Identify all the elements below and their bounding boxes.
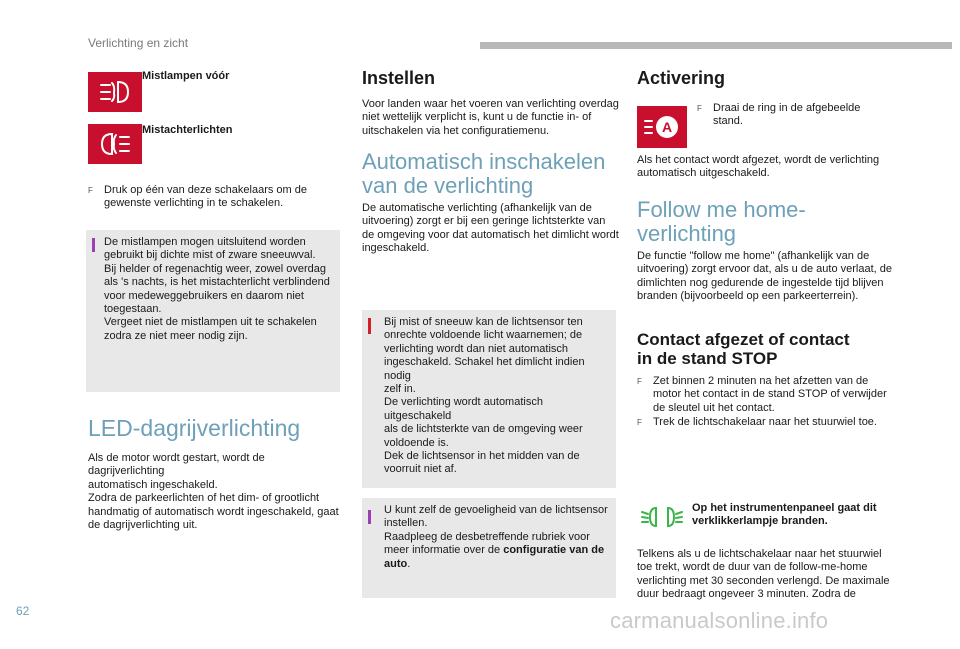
activation-after: Als het contact wordt afgezet, wordt de verlichting automatisch uitgeschakeld.: [637, 154, 880, 180]
rear-fog-label: Mistachterlichten: [142, 124, 233, 136]
front-fog-light-icon: [88, 72, 142, 112]
contact-off-heading: Contact afgezet of contact in de stand STOP: [637, 330, 850, 368]
info-icon: [368, 510, 371, 524]
sensitivity-info-box: [362, 498, 616, 598]
contact-bullet-2: F Trek de lichtschakelaar naar het stuurwiel toe.: [637, 416, 877, 428]
warning-icon: [368, 318, 371, 334]
page-number: 62: [16, 604, 30, 618]
dipped-beam-indicator-icon: [640, 504, 684, 530]
follow-me-home-body: De functie "follow me home" (afhankelijk van de uitvoering) zorgt ervoor dat, als u de auto verlaat, de dimlichten nog gedurende de ingestelde tijd blijven branden (bijvoorbeeld op een parkeerterrein).: [637, 250, 892, 303]
header-bar: [480, 42, 952, 49]
auto-lighting-heading: Automatisch inschakelen van de verlichting: [362, 149, 606, 198]
fog-instruction: [88, 184, 338, 211]
instellen-intro: Voor landen waar het voeren van verlichting overdag niet wettelijk verplicht is, kunt u de functie in- of uitschakelen via het configuratiemenu.: [362, 98, 619, 137]
sensor-warning-box: [362, 310, 616, 488]
rear-fog-light-icon: [88, 124, 142, 164]
auto-lighting-body: De automatische verlichting (afhankelijk van de uitvoering) zorgt er bij een geringe lichtsterkte van de omgeving voor dat automatisch het dimlicht wordt ingeschakeld.: [362, 202, 619, 255]
activation-step: F Draai de ring in de afgebeelde stand.: [697, 102, 861, 128]
indicator-text: Op het instrumentenpaneel gaat dit verklikkerlampje branden.: [692, 502, 877, 528]
activering-heading: Activering: [637, 68, 726, 88]
sensitivity-info-text: U kunt zelf de gevoeligheid van de lichtsensor instellen. Raadpleeg de desbetreffende rubriek voor meer informatie over de configuratie van de auto.: [384, 504, 608, 570]
led-body: Als de motor wordt gestart, wordt de dagrijverlichting automatisch ingeschakeld. Zodra de parkeerlichten of het dim- of grootlicht handmatig of automatisch wordt ingeschakeld, gaat de dagrijverlichting uit.: [88, 452, 339, 532]
led-heading: LED-dagrijverlichting: [88, 415, 301, 441]
fog-info-text: De mistlampen mogen uitsluitend worden gebruikt bij dichte mist of zware sneeuwval. Bij helder of regenachtig weer, zowel overdag als 's nachts, is het mistachterlicht verblindend voor medeweggebruikers en daarom niet toegestaan. Vergeet niet de mistlampen uit te schakelen zodra ze niet meer nodig zijn.: [104, 236, 330, 342]
bullet-marker: F: [88, 186, 93, 195]
fog-instruction-text: Druk op één van deze schakelaars om de gewenste verlichting in te schakelen.: [104, 184, 308, 210]
fog-info-box: [86, 230, 340, 392]
svg-text:A: A: [661, 119, 673, 135]
sensor-warning-text: Bij mist of sneeuw kan de lichtsensor ten onrechte voldoende licht waarnemen; de verlichting wordt dan niet automatisch ingeschakeld. Schakel het dimlicht indien nodig zelf in. De verlichting wordt automatisch uitgeschakeld als de lichtsterkte van de omgeving weer voldoende is. Dek de lichtsensor in het midden van de voorruit niet af.: [384, 316, 585, 476]
info-icon: [92, 238, 95, 252]
follow-me-home-final: Telkens als u de lichtschakelaar naar het stuurwiel toe trekt, wordt de duur van de follow-me-home verlichting met 30 seconden verlengd. De maximale duur bedraagt ongeveer 3 minuten. Zodra de: [637, 548, 890, 601]
contact-bullet-1: F Zet binnen 2 minuten na het afzetten van de motor het contact in de stand STOP of verwijder de sleutel uit het contact.: [637, 375, 887, 414]
auto-lighting-icon: [637, 106, 687, 148]
front-fog-label: Mistlampen vóór: [142, 70, 230, 82]
follow-me-home-heading: Follow me home- verlichting: [637, 197, 806, 246]
watermark: carmanualsonline.info: [610, 608, 829, 633]
section-title: Verlichting en zicht: [88, 36, 189, 50]
instellen-heading: Instellen: [362, 68, 436, 88]
